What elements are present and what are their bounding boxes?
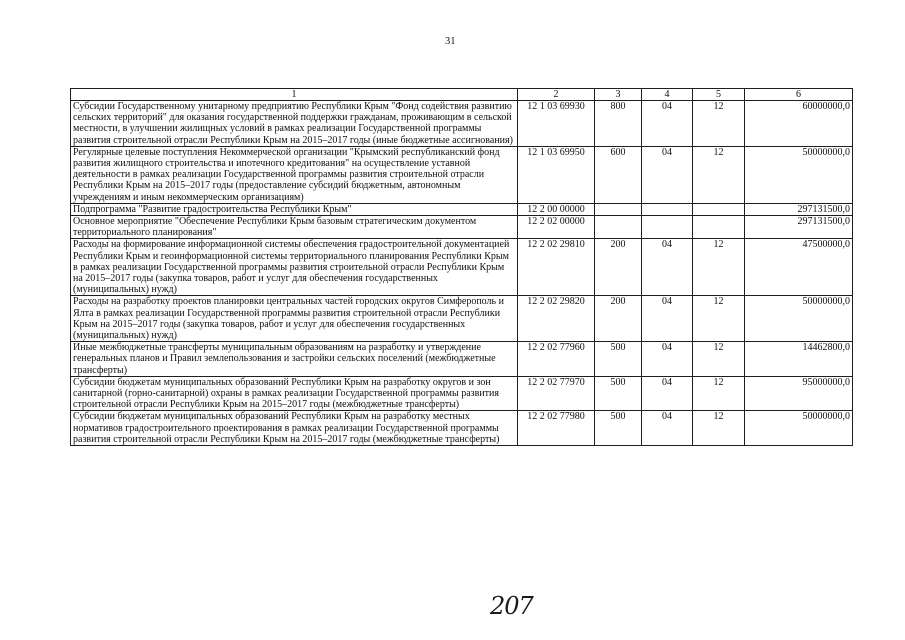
row-code: 12 2 02 77960 [518,342,595,377]
row-amount: 47500000,0 [745,239,853,296]
page-number: 31 [445,36,456,47]
row-name: Основное мероприятие "Обеспечение Республики Крым базовым стратегическим документом территориального планирования" [71,216,518,239]
row-name: Субсидии бюджетам муниципальных образований Республики Крым на разработку местных нормативов градостроительного проектирования в рамках реализации Государственной программы развития строительной отрасли Республики Крым на 2015–2017 годы (межбюджетные трансферты) [71,411,518,446]
table-row [71,216,853,239]
table-row [71,146,853,203]
row-code: 12 1 03 69930 [518,101,595,147]
row-code: 12 2 02 29810 [518,239,595,296]
row-col5 [693,203,745,215]
row-col3: 200 [595,239,642,296]
row-col3: 600 [595,146,642,203]
table-row [71,239,853,296]
header-cell-6: 6 [745,89,853,101]
row-code: 12 2 02 29820 [518,296,595,342]
row-code: 12 2 02 77980 [518,411,595,446]
table-row [71,411,853,446]
row-amount: 50000000,0 [745,296,853,342]
row-col4 [642,216,693,239]
row-name: Субсидии бюджетам муниципальных образований Республики Крым на разработку округов и зон санитарной (горно-санитарной) охраны в рамках реализации Государственной программы развития строительной отрасли Республики Крым на 2015–2017 годы (межбюджетные трансферты) [71,376,518,411]
row-col4: 04 [642,342,693,377]
row-col3 [595,203,642,215]
header-cell-5: 5 [693,89,745,101]
row-col4: 04 [642,101,693,147]
table-body [71,101,853,446]
row-col3: 800 [595,101,642,147]
header-row [71,89,853,101]
row-col4: 04 [642,146,693,203]
row-name: Подпрограмма "Развитие градостроительства Республики Крым" [71,203,518,215]
row-amount: 297131500,0 [745,216,853,239]
row-code: 12 2 02 77970 [518,376,595,411]
row-col4: 04 [642,239,693,296]
row-amount: 60000000,0 [745,101,853,147]
table-row [71,203,853,215]
row-amount: 297131500,0 [745,203,853,215]
row-col3 [595,216,642,239]
handwritten-page-annotation: 207 [490,592,533,620]
row-col5 [693,216,745,239]
row-col3: 500 [595,342,642,377]
header-cell-1: 1 [71,89,518,101]
row-amount: 50000000,0 [745,146,853,203]
row-col5: 12 [693,411,745,446]
row-code: 12 2 00 00000 [518,203,595,215]
row-amount: 14462800,0 [745,342,853,377]
table-row [71,296,853,342]
row-col5: 12 [693,146,745,203]
budget-table [70,88,853,446]
row-name: Расходы на формирование информационной системы обеспечения градостроительной документацией Республики Крым и геоинформационной системы территориального планирования Республики Крым в рамках реализации Государственной программы развития строительной отрасли Республики Крым на 2015–2017 годы (закупка товаров, работ и услуг для обеспечения государственных (муниципальных) нужд) [71,239,518,296]
row-col4: 04 [642,296,693,342]
table-row [71,342,853,377]
row-col5: 12 [693,296,745,342]
header-cell-2: 2 [518,89,595,101]
row-amount: 50000000,0 [745,411,853,446]
row-code: 12 2 02 00000 [518,216,595,239]
row-col3: 500 [595,376,642,411]
row-col4: 04 [642,411,693,446]
row-code: 12 1 03 69950 [518,146,595,203]
row-name: Регулярные целевые поступления Некоммерческой организации "Крымский республиканский фонд развития жилищного строительства и ипотечного кредитования" на осуществление уставной деятельности в рамках реализации Государственной программы развития строительной отрасли Республики Крым на 2015–2017 годы (предоставление субсидий бюджетным, автономным учреждениям и иным некоммерческим организациям) [71,146,518,203]
row-col3: 200 [595,296,642,342]
row-col5: 12 [693,239,745,296]
row-col5: 12 [693,376,745,411]
row-name: Расходы на разработку проектов планировки центральных частей городских округов Симферополь и Ялта в рамках реализации Государственной программы развития строительной отрасли Республики Крым на 2015–2017 годы (закупка товаров, работ и услуг для обеспечения государственных (муниципальных) нужд) [71,296,518,342]
table-header [71,89,853,101]
row-name: Субсидии Государственному унитарному предприятию Республики Крым "Фонд содействия развитию сельских территорий" для оказания государственной поддержки гражданам, проживающим в сельской местности, в улучшении жилищных условий в рамках реализации Государственной программы развития строительной отрасли Республики Крым на 2015–2017 годы (иные бюджетные ассигнования) [71,101,518,147]
row-col4: 04 [642,376,693,411]
table-row [71,376,853,411]
row-col5: 12 [693,101,745,147]
row-col3: 500 [595,411,642,446]
row-amount: 95000000,0 [745,376,853,411]
row-col4 [642,203,693,215]
row-col5: 12 [693,342,745,377]
row-name: Иные межбюджетные трансферты муниципальным образованиям на разработку и утверждение генеральных планов и Правил землепользования и застройки сельских поселений (межбюджетные трансферты) [71,342,518,377]
header-cell-3: 3 [595,89,642,101]
table-row [71,101,853,147]
header-cell-4: 4 [642,89,693,101]
